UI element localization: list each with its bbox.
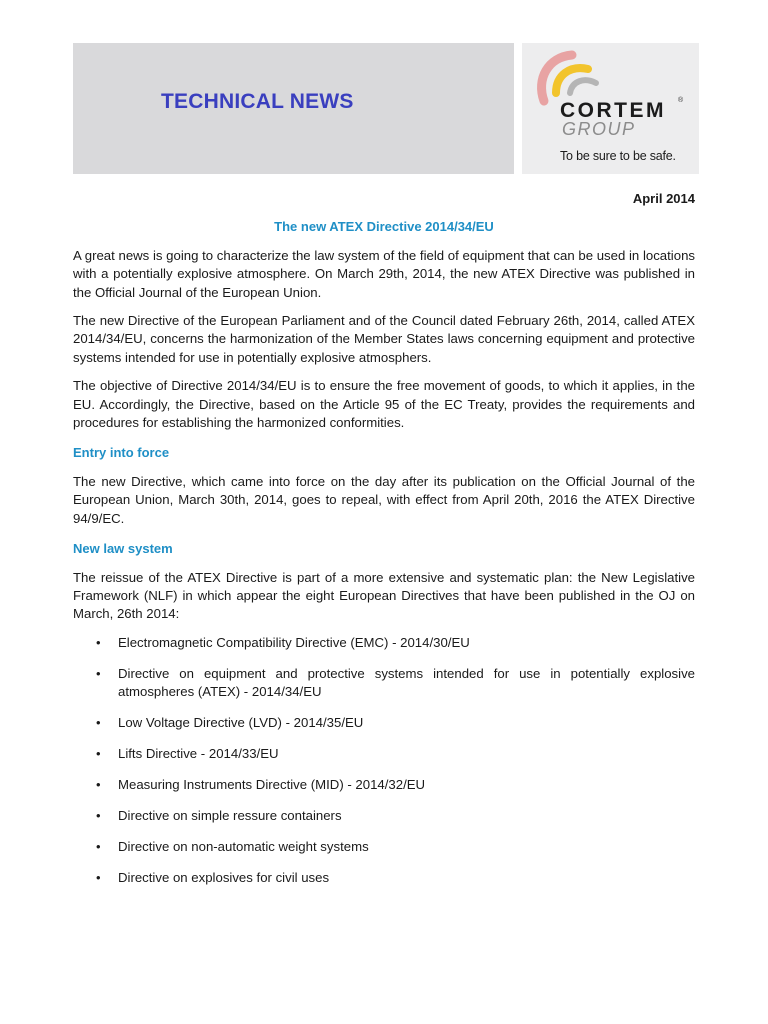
list-item [73,807,695,825]
list-item-text: Directive on equipment and protective systems intended for use in potentially explosive atmospheres (ATEX) - 2014/34/EU [118,665,695,700]
page-title: TECHNICAL NEWS [161,90,354,113]
logo-arc-gray [570,80,596,93]
intro-paragraph-1: A great news is going to characterize the law system of the field of equipment that can be used in locations with a potentially explosive atmosphere. On March 29th, 2014, the new ATEX Directive was published in the Official Journal of the European Union. [73,247,695,300]
article-body [73,186,695,900]
list-item [73,665,695,702]
list-item-text: Directive on simple ressure containers [118,808,342,824]
list-item-text: Low Voltage Directive (LVD) - 2014/35/EU [118,715,364,731]
list-item-text: Directive on explosives for civil uses [118,870,330,886]
bullet-icon: • [96,746,101,762]
list-item-text: Measuring Instruments Directive (MID) - 2014/32/EU [118,777,426,793]
bullet-icon: • [96,777,101,793]
section-heading-entry: Entry into force [73,445,170,461]
header-title-panel [73,43,514,174]
list-item [73,838,695,856]
list-item [73,776,695,794]
list-item-text: Directive on non-automatic weight systems [118,839,369,855]
list-item [73,745,695,763]
logo-wordmark: CORTEM [560,99,666,122]
registered-mark: ® [678,97,684,104]
publication-date: April 2014 [632,191,695,206]
logo-group-text: GROUP [562,119,636,139]
bullet-icon: • [96,808,101,824]
header-banner [73,43,699,174]
list-item [73,634,695,652]
bullet-icon: • [96,870,101,886]
bullet-icon: • [96,665,101,681]
entry-paragraph: The new Directive, which came into force on the day after its publication on the Official Journal of the European Union, March 30th, 2014, goes to repeal, with effect from April 20th, 2016 the ATEX Directive 94/9/EC. [73,473,695,526]
bullet-icon: • [96,715,101,731]
logo-tagline: To be sure to be safe. [560,149,676,163]
bullet-icon: • [96,634,101,650]
list-item [73,714,695,732]
article-title: The new ATEX Directive 2014/34/EU [274,219,494,235]
intro-paragraph-2: The new Directive of the European Parliament and of the Council dated February 26th, 2014, called ATEX 2014/34/EU, concerns the harmonization of the Member States laws concerning equipment and protective systems intended for use in potentially explosive atmosphers. [73,313,695,365]
list-item-text: Electromagnetic Compatibility Directive (EMC) - 2014/30/EU [118,634,470,650]
list-item-text: Lifts Directive - 2014/33/EU [118,746,279,762]
law-paragraph: The reissue of the ATEX Directive is part of a more extensive and systematic plan: the New Legislative Framework (NLF) in which appear the eight European Directives that have been published in the OJ on March, 26th 2014: [73,569,695,622]
logo-panel [522,43,699,174]
bullet-icon: • [96,839,101,855]
intro-paragraph-3: The objective of Directive 2014/34/EU is to ensure the free movement of goods, to which it applies, in the EU. Accordingly, the Directive, based on the Article 95 of the EC Treaty, provides the requirements and procedures for establishing the harmonized conformities. [73,378,695,431]
section-heading-law: New law system [73,541,173,557]
directive-list [73,634,695,888]
list-item [73,869,695,887]
